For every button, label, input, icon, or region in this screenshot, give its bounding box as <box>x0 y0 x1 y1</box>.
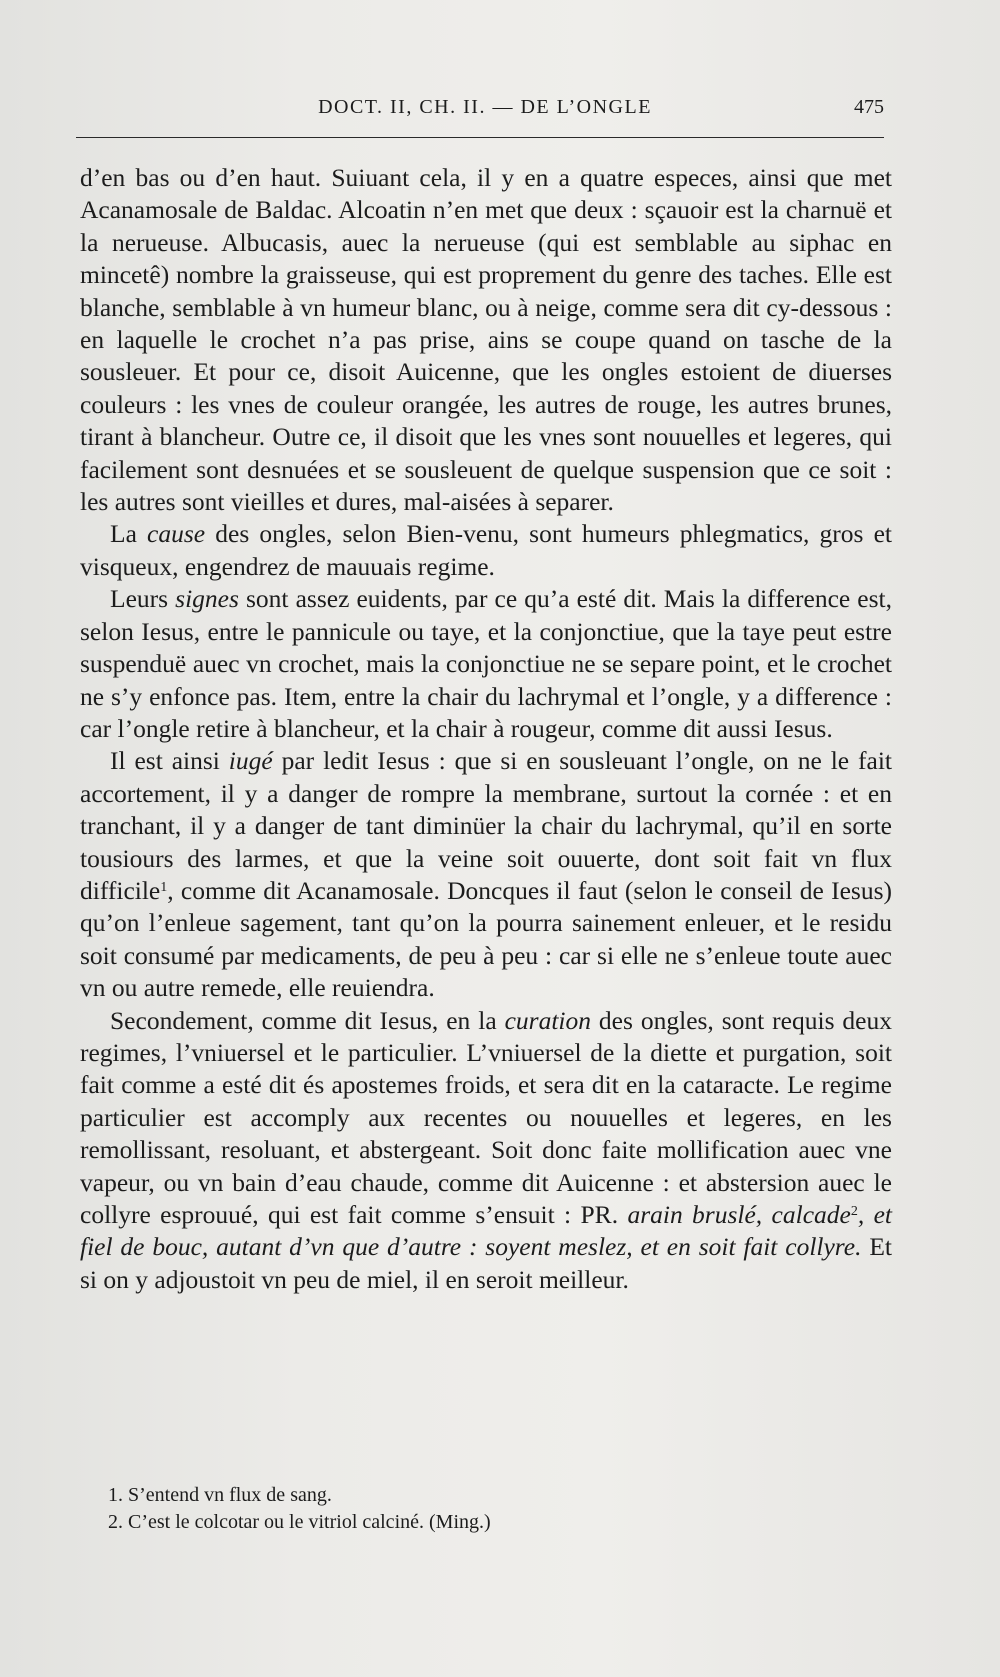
paragraph-1 <box>80 162 892 518</box>
running-head <box>80 96 890 130</box>
text-run: des ongles, sont requis deux regimes, l’vniuersel et le particulier. L’vniuersel de la diette et purgation, soit fait comme a esté dit és apostemes froids, et sera dit en la cataracte. Le regime particulier est accomply aux recentes ou nouuelles et legeres, en les remollissant, resoluant, et abstergeant. Soit donc faite mollification auec vne vapeur, ou vn bain d’eau chaude, comme dit Auicenne : et abstersion auec le collyre esprouué, qui est fait comme s’ensuit : PR. <box>80 1005 892 1229</box>
italic-term: signes <box>175 584 239 614</box>
text-run: La <box>110 519 148 549</box>
italic-term: cause <box>147 519 206 549</box>
text-run: Secondement, comme dit Iesus, en la <box>110 1005 505 1035</box>
body-text <box>80 162 892 1296</box>
header-rule <box>76 137 884 138</box>
text-run: par ledit Iesus : que si en sousleuant l’ongle, on ne le fait accortement, il y a danger de rompre la membrane, surtout la cornée : et en tranchant, il y a danger de tant diminüer la chair du lachrymal, qu’il en sorte tousiours des larmes, et que la veine soit ouuerte, dont soit fait vn flux difficile <box>80 746 892 905</box>
text-run: Leurs <box>110 584 176 614</box>
italic-term: iugé <box>228 746 273 776</box>
paragraph-3 <box>80 583 892 745</box>
text-run: sont assez euidents, par ce qu’a esté dit. Mais la difference est, selon Iesus, entre le pannicule ou taye, et la conjonctiue, que la taye peut estre suspenduë auec vn crochet, mais la conjonctiue ne se separe point, et le crochet ne s’y enfonce pas. Item, entre la chair du lachrymal et l’ongle, y a difference : car l’ongle retire à blancheur, et la chair à rougeur, comme dit aussi Iesus. <box>80 584 893 743</box>
footnote-2: 2. C’est le colcotar ou le vitriol calciné. (Ming.) <box>108 1511 491 1533</box>
text-run: des ongles, selon Bien-venu, sont humeurs phlegmatics, gros et visqueux, engendrez de mauuais regime. <box>80 519 892 581</box>
paragraph-4 <box>80 745 892 1004</box>
footnote-1: 1. S’entend vn flux de sang. <box>108 1484 332 1506</box>
paragraph-2 <box>80 518 892 583</box>
footnote-ref: 1 <box>160 879 168 895</box>
text-run: d’en bas ou d’en haut. Suiuant cela, il y en a quatre especes, ainsi que met Acanamosale de Baldac. Alcoatin n’en met que deux : sçauoir est la charnuë et la nerueuse. Albucasis, auec la nerueuse (qui est semblable au siphac en mincetê) nombre la graisseuse, qui est proprement du genre des taches. Elle est blanche, semblable à vn humeur blanc, ou à neige, comme sera dit cy-dessous : en laquelle le crochet n’a pas prise, ains se coupe quand on tasche de la sousleuer. Et pour ce, disoit Auicenne, que les ongles estoient de diuerses couleurs : les vnes de couleur orangée, les autres de rouge, les autres brunes, tirant à blancheur. Outre ce, il disoit que les vnes sont nouuelles et legeres, qui facilement sont desnuées et se sousleuent de quelque suspension que ce soit : les autres sont vieilles et dures, mal-aisées à separer. <box>80 163 892 517</box>
text-run: Il est ainsi <box>110 746 229 776</box>
italic-term: arain bruslé, calcade <box>627 1200 851 1229</box>
page-number: 475 <box>854 96 884 118</box>
text-run: Et si on y adjoustoit vn peu de miel, il en seroit meilleur. <box>80 1232 892 1294</box>
text-run: , comme dit Acanamosale. Doncques il faut (selon le conseil de Iesus) qu’on l’enleue sagement, tant qu’on la pourra sainement enleuer, et le residu soit consumé par medicaments, de peu à peu : car si elle ne s’enleue toute auec vn ou autre remede, elle reuiendra. <box>80 875 892 1003</box>
italic-term: , et fiel de bouc, autant d’vn que d’autre : soyent meslez, et en soit fait collyre. <box>80 1200 892 1262</box>
footnotes <box>108 1482 888 1536</box>
footnote-ref: 2 <box>850 1204 858 1219</box>
paragraph-5 <box>80 1005 892 1297</box>
italic-term: curation <box>504 1005 591 1035</box>
running-title: DOCT. II, CH. II. — DE L’ONGLE <box>318 96 652 118</box>
